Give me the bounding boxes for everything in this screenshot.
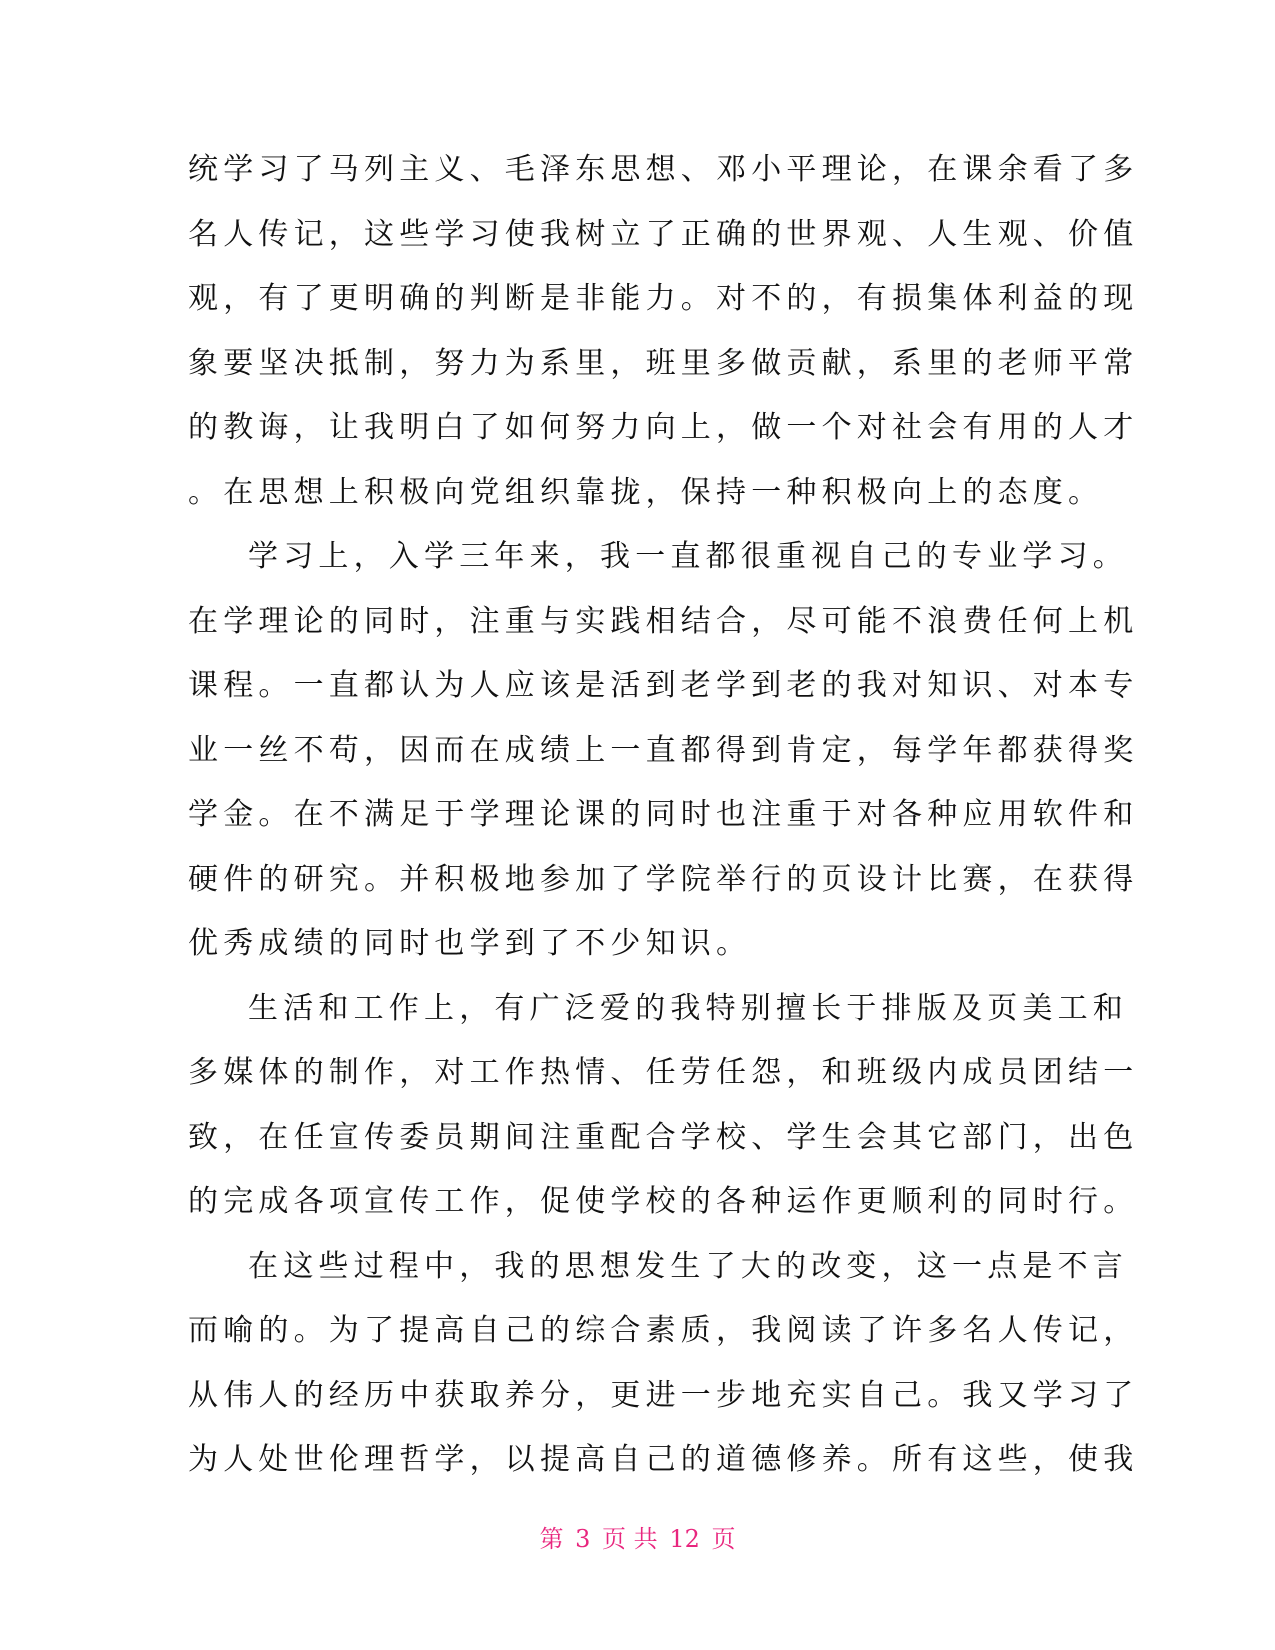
text-line: 优秀成绩的同时也学到了不少知识。	[188, 926, 752, 961]
text-line: 而喻的。为了提高自己的综合素质，我阅读了许多名人传记，	[188, 1313, 1139, 1348]
text-line: 从伟人的经历中获取养分，更进一步地充实自己。我又学习了	[188, 1377, 1139, 1413]
text-line: 业一丝不苟，因而在成绩上一直都得到肯定，每学年都获得奖	[188, 732, 1139, 768]
footer-current-page: 3	[575, 1525, 591, 1553]
paragraph-start-line: 在这些过程中，我的思想发生了大的改变，这一点是不言	[248, 1248, 1128, 1284]
text-line: 致，在任宣传委员期间注重配合学校、学生会其它部门，出色	[188, 1119, 1139, 1155]
text-line: 。在思想上积极向党组织靠拢，保持一种积极向上的态度。	[188, 474, 1104, 510]
text-line: 统学习了马列主义、毛泽东思想、邓小平理论，在课余看了多	[188, 152, 1139, 187]
footer-mid: 页 共	[602, 1525, 658, 1553]
footer-suffix: 页	[711, 1525, 736, 1553]
text-line: 课程。一直都认为人应该是活到老学到老的我对知识、对本专	[188, 668, 1139, 703]
text-line: 为人处世伦理哲学，以提高自己的道德修养。所有这些，使我	[188, 1442, 1139, 1477]
text-line: 的教诲，让我明白了如何努力向上，做一个对社会有用的人才	[188, 410, 1139, 445]
text-line: 学金。在不满足于学理论课的同时也注重于对各种应用软件和	[188, 797, 1139, 832]
paragraph-start-line: 学习上，入学三年来，我一直都很重视自己的专业学习。	[248, 539, 1128, 574]
text-line: 名人传记，这些学习使我树立了正确的世界观、人生观、价值	[188, 216, 1139, 252]
page-number-footer	[0, 1524, 1275, 1554]
text-line: 在学理论的同时，注重与实践相结合，尽可能不浪费任何上机	[188, 603, 1139, 639]
text-line: 象要坚决抵制，努力为系里，班里多做贡献，系里的老师平常	[188, 345, 1139, 381]
document-body	[188, 138, 1139, 1493]
footer-prefix: 第	[539, 1525, 564, 1553]
text-line: 多媒体的制作，对工作热情、任劳任怨，和班级内成员团结一	[188, 1055, 1139, 1090]
paragraph-start-line: 生活和工作上，有广泛爱的我特别擅长于排版及页美工和	[248, 990, 1128, 1026]
text-line: 的完成各项宣传工作，促使学校的各种运作更顺利的同时行。	[188, 1184, 1139, 1219]
text-line: 观，有了更明确的判断是非能力。对不的，有损集体利益的现	[188, 281, 1139, 316]
footer-total-pages: 12	[669, 1525, 700, 1553]
text-line: 硬件的研究。并积极地参加了学院举行的页设计比赛，在获得	[188, 861, 1139, 897]
